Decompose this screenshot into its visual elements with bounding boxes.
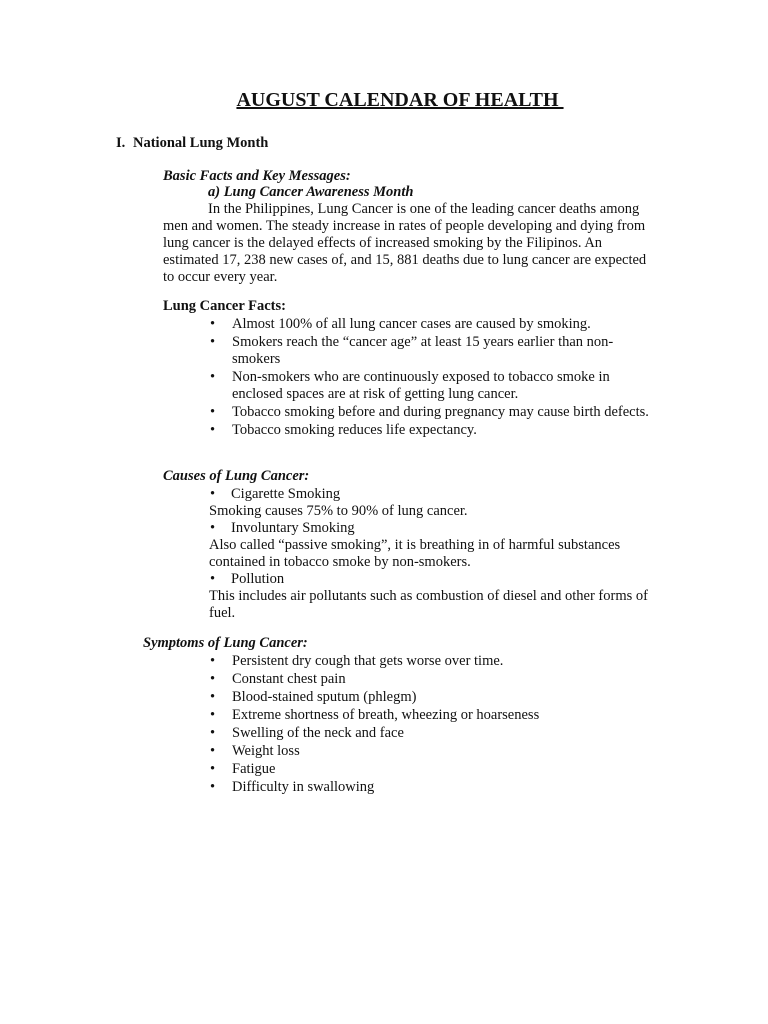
section-title: National Lung Month [133,135,269,151]
symptom-item [210,761,650,778]
fact-item-text: Almost 100% of all lung cancer cases are caused by smoking. [232,316,591,332]
bullet-icon: • [210,316,216,332]
bullet-icon: • [210,334,216,350]
symptom-item-text: Blood-stained sputum (phlegm) [232,689,417,705]
fact-item-text: Tobacco smoking before and during pregnancy may cause birth defects. [232,404,649,420]
cause-item [209,520,659,537]
symptom-item-text: Persistent dry cough that gets worse over time. [232,653,504,669]
causes-heading: Causes of Lung Cancer: [163,468,310,484]
cause-item [209,486,659,503]
bullet-icon: • [210,743,216,759]
symptom-item-text: Difficulty in swallowing [232,779,375,795]
symptom-item [210,689,650,706]
basic-facts-paragraph [163,201,653,286]
basic-facts-text: In the Philippines, Lung Cancer is one of the leading cancer deaths among men and women. The steady increase in rates of people developing and dying from lung cancer is the delayed effects of increased smoking by the Filipinos. An estimated 17, 238 new cases of, and 15, 881 deaths due to lung cancer are expected to occur every year. [163,201,647,285]
bullet-icon: • [210,689,216,705]
bullet-icon: • [210,725,216,741]
bullet-icon: • [210,779,216,795]
document-title: AUGUST CALENDAR OF HEALTH [236,89,564,111]
symptoms-heading: Symptoms of Lung Cancer: [143,635,308,651]
symptom-item-text: Constant chest pain [232,671,346,687]
section-number: I. [116,135,126,151]
symptom-item [210,743,650,760]
symptom-item-text: Extreme shortness of breath, wheezing or hoarseness [232,707,540,723]
facts-heading: Lung Cancer Facts: [163,298,286,314]
bullet-icon: • [210,486,216,502]
fact-item [210,404,650,421]
fact-item-text: Tobacco smoking reduces life expectancy. [232,422,477,438]
fact-item [210,316,650,333]
symptom-item-text: Swelling of the neck and face [232,725,404,741]
cause-description: Smoking causes 75% to 90% of lung cancer. [209,503,468,519]
fact-item [210,369,650,403]
symptom-item [210,653,650,670]
cause-name: Pollution [231,571,285,587]
fact-item-text: Smokers reach the “cancer age” at least 15 years earlier than non-smokers [232,334,614,367]
bullet-icon: • [210,761,216,777]
symptom-item [210,707,650,724]
causes-list [209,486,659,622]
fact-item [210,334,650,368]
bullet-icon: • [210,707,216,723]
basic-facts-heading: Basic Facts and Key Messages: [163,168,351,184]
symptoms-list [210,653,650,797]
bullet-icon: • [210,671,216,687]
bullet-icon: • [210,422,216,438]
symptom-item [210,725,650,742]
bullet-icon: • [210,653,216,669]
symptom-item [210,779,650,796]
cause-item [209,571,659,588]
facts-list [210,316,650,440]
section-heading [116,135,268,152]
bullet-icon: • [210,369,216,385]
fact-item [210,422,650,439]
symptom-item-text: Weight loss [232,743,300,759]
cause-description: This includes air pollutants such as combustion of diesel and other forms of fuel. [209,588,648,621]
symptom-item [210,671,650,688]
bullet-icon: • [210,571,216,587]
cause-description: Also called “passive smoking”, it is breathing in of harmful substances contained in tobacco smoke by non-smokers. [209,537,621,570]
cause-name: Cigarette Smoking [231,486,341,502]
awareness-month-subheading: a) Lung Cancer Awareness Month [208,184,414,200]
fact-item-text: Non-smokers who are continuously exposed to tobacco smoke in enclosed spaces are at risk of getting lung cancer. [232,369,610,402]
cause-name: Involuntary Smoking [231,520,355,536]
symptom-item-text: Fatigue [232,761,276,777]
bullet-icon: • [210,404,216,420]
bullet-icon: • [210,520,216,536]
